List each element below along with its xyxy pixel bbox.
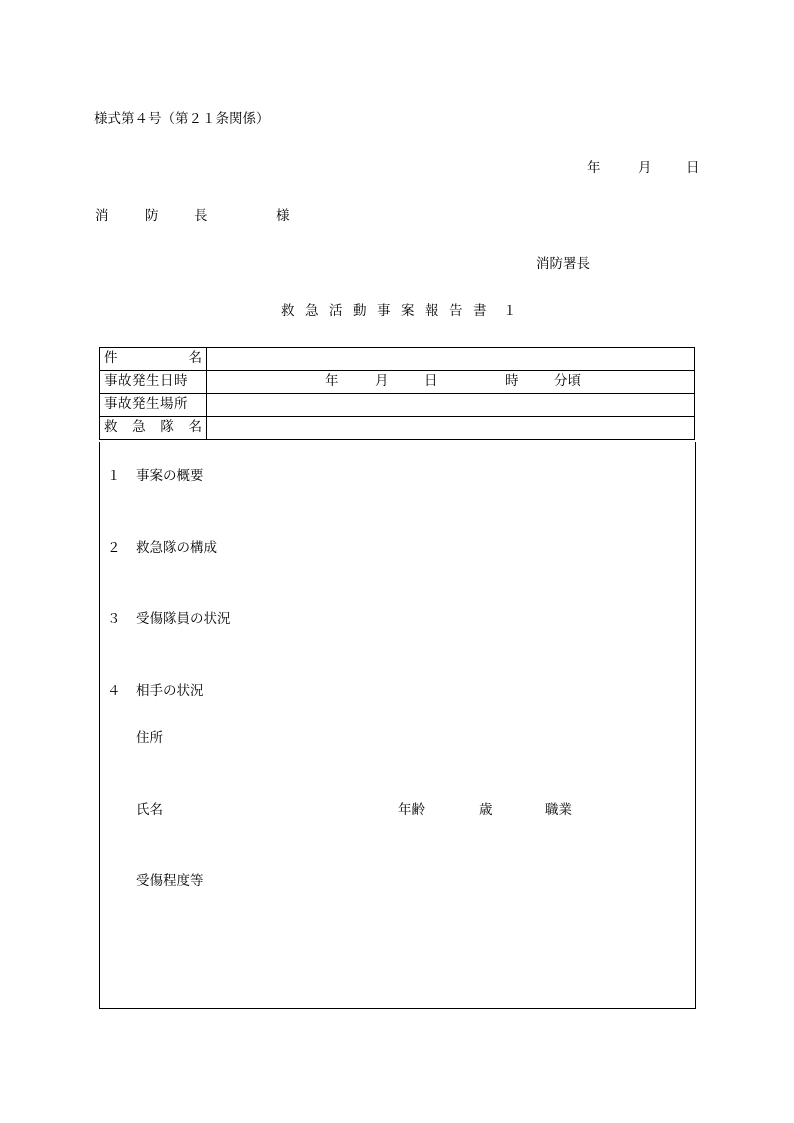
addressee-char-1: 消 xyxy=(95,208,109,224)
title-char-5: 事 xyxy=(377,303,391,319)
opponent-injury-label: 受傷程度等 xyxy=(136,873,204,889)
table-row xyxy=(100,371,695,394)
info-table xyxy=(99,347,695,440)
form-number: 様式第４号（第２１条関係） xyxy=(94,111,270,127)
report-body[interactable] xyxy=(99,442,696,1009)
ambulance-unit-label xyxy=(100,417,207,440)
incident-name-label xyxy=(100,348,207,371)
section-2-number: ２ xyxy=(107,540,121,556)
occurrence-location-label: 事故発生場所 xyxy=(100,394,207,417)
occurrence-datetime-field[interactable] xyxy=(207,371,695,394)
title-char-1: 救 xyxy=(281,303,295,319)
ambulance-unit-label-char-3: 隊 xyxy=(160,419,174,435)
title-char-8: 告 xyxy=(449,303,463,319)
opponent-age-label: 年齢 xyxy=(398,802,425,818)
title-char-9: 書 xyxy=(473,303,487,319)
opponent-age-unit: 歳 xyxy=(479,802,493,818)
title-char-3: 活 xyxy=(329,303,343,319)
addressee-honorific: 様 xyxy=(276,208,290,224)
section-3-title: 受傷隊員の状況 xyxy=(136,611,231,627)
occurrence-hour-label: 時 xyxy=(505,373,519,389)
section-3-number: ３ xyxy=(107,611,121,627)
incident-name-label-char-1: 件 xyxy=(104,350,118,366)
title-char-6: 案 xyxy=(401,303,415,319)
date-month-label: 月 xyxy=(638,160,652,176)
table-row xyxy=(100,394,695,417)
title-char-2: 急 xyxy=(305,303,319,319)
table-row xyxy=(100,417,695,440)
title-char-7: 報 xyxy=(425,303,439,319)
occurrence-location-field[interactable] xyxy=(207,394,695,417)
occurrence-datetime-label: 事故発生日時 xyxy=(100,371,207,394)
table-row xyxy=(100,348,695,371)
title-char-10: １ xyxy=(503,303,517,319)
date-day-label: 日 xyxy=(686,160,700,176)
section-1-title: 事案の概要 xyxy=(136,468,204,484)
section-4-title: 相手の状況 xyxy=(136,683,204,699)
incident-name-label-char-2: 名 xyxy=(188,350,202,366)
opponent-name-label: 氏名 xyxy=(136,802,163,818)
section-2-title: 救急隊の構成 xyxy=(136,540,217,556)
date-year-label: 年 xyxy=(587,160,601,176)
ambulance-unit-label-char-1: 救 xyxy=(104,419,118,435)
occurrence-day-label: 日 xyxy=(424,373,438,389)
incident-name-field[interactable] xyxy=(207,348,695,371)
occurrence-year-label: 年 xyxy=(325,373,339,389)
title-char-4: 動 xyxy=(353,303,367,319)
addressee-char-2: 防 xyxy=(145,208,159,224)
occurrence-minute-label: 分頃 xyxy=(554,373,581,389)
opponent-address-label: 住所 xyxy=(136,730,163,746)
section-1-number: １ xyxy=(107,468,121,484)
opponent-occupation-label: 職業 xyxy=(545,802,572,818)
occurrence-month-label: 月 xyxy=(375,373,389,389)
addressee-char-3: 長 xyxy=(194,208,208,224)
sender: 消防署長 xyxy=(536,256,590,272)
ambulance-unit-field[interactable] xyxy=(207,417,695,440)
ambulance-unit-label-char-4: 名 xyxy=(188,419,202,435)
section-4-number: ４ xyxy=(107,683,121,699)
ambulance-unit-label-char-2: 急 xyxy=(132,419,146,435)
